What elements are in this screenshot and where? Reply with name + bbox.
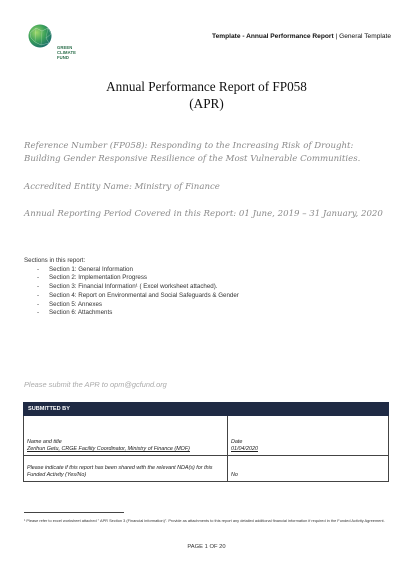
table-header: SUBMITTED BY xyxy=(24,403,389,416)
name-value: Zerihun Getu, CRGE Facility Coordinator, Ministry of Finance (MOF) xyxy=(27,446,190,452)
date-value: 01/04/2020 xyxy=(231,446,258,452)
date-label: Date xyxy=(231,439,243,445)
nda-question: Please indicate if this report has been shared with the relevant NDA(s) for this Funded Activity (Yes/No) xyxy=(24,456,228,482)
footnote: ¹ Please refer to excel worksheet attached " APR Section 3 (Financial information)". Provide as attachments to this report any detailed additional financial information if required in the Funded Activity Agreement. xyxy=(24,518,385,523)
page-number: PAGE 1 OF 20 xyxy=(187,544,226,550)
template-label: Template - Annual Performance Report | General Template xyxy=(212,33,391,40)
sections-heading: Sections in this report: xyxy=(24,257,86,264)
section-item: - Section 5: Annexes xyxy=(37,301,239,310)
gcf-logo xyxy=(24,24,76,66)
name-label: Name and title xyxy=(27,439,62,445)
name-cell xyxy=(24,416,228,456)
footnote-divider xyxy=(24,512,124,513)
page-header xyxy=(24,24,391,66)
reporting-period: Annual Reporting Period Covered in this Report: 01 June, 2019 – 31 January, 2020 xyxy=(24,209,383,219)
section-item: - Section 6: Attachments xyxy=(37,309,239,318)
accredited-entity: Accredited Entity Name: Ministry of Finance xyxy=(24,182,220,192)
logo-wordmark: GREEN CLIMATE FUND xyxy=(57,45,76,60)
section-item: - Section 1: General Information xyxy=(37,266,239,275)
section-item: - Section 3: Financial Information¹ ( Excel worksheet attached). xyxy=(37,283,239,292)
submit-note: Please submit the APR to opm@gcfund.org xyxy=(24,380,167,389)
section-item: - Section 2: Implementation Progress xyxy=(37,274,239,283)
section-item: - Section 4: Report on Environmental and Social Safeguards & Gender xyxy=(37,292,239,301)
reference-number: Reference Number (FP058): Responding to the Increasing Risk of Drought: Building Gender Responsive Resilience of the Most Vulnerable Communities. xyxy=(24,141,361,164)
sections-list xyxy=(24,257,239,318)
globe-icon xyxy=(26,24,56,48)
date-cell xyxy=(228,416,389,456)
nda-answer: No xyxy=(228,456,389,482)
submitted-by-table xyxy=(23,402,389,482)
page-title: Annual Performance Report of FP058 (APR) xyxy=(106,79,307,111)
